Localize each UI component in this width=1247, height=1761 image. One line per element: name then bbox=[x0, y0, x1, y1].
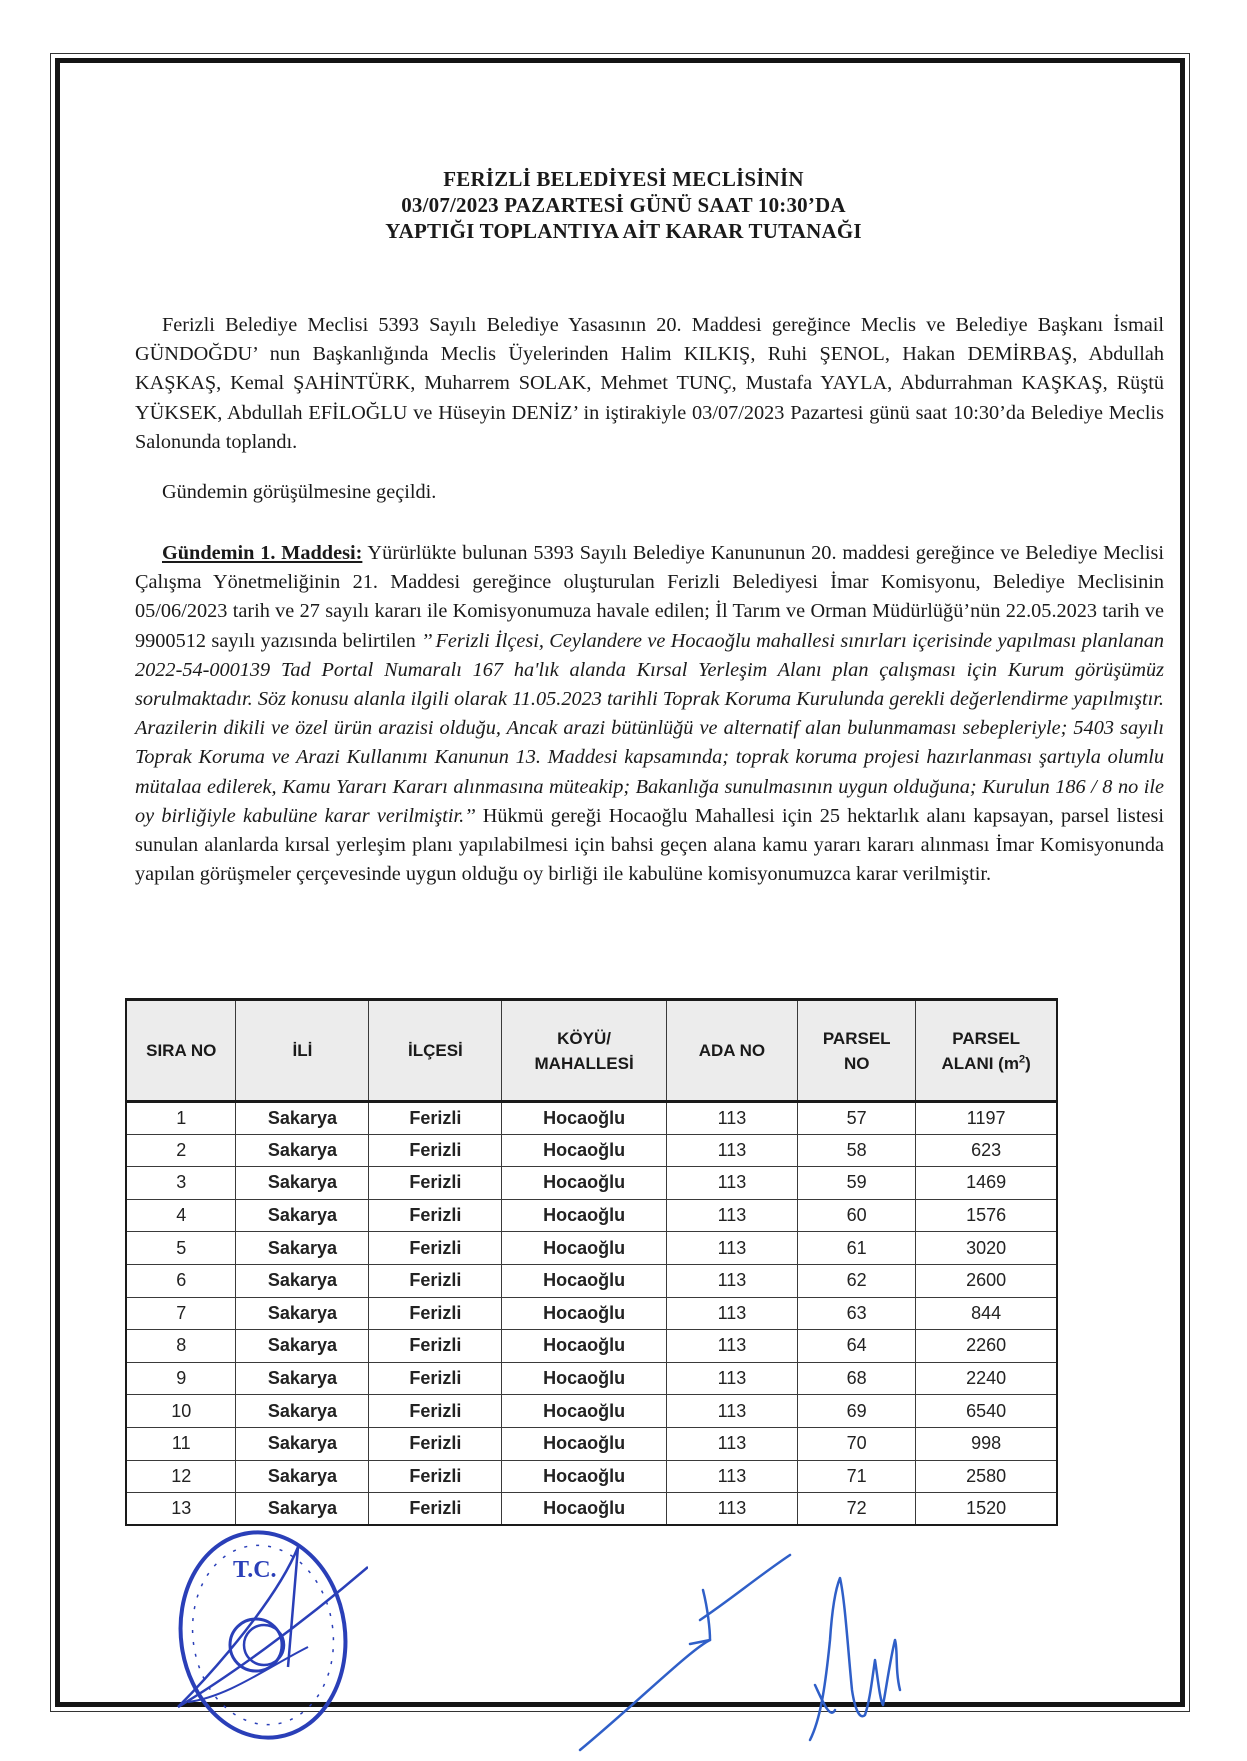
cell-ada-no: 113 bbox=[666, 1297, 797, 1330]
cell-ada-no: 113 bbox=[666, 1362, 797, 1395]
table-row bbox=[126, 1460, 1057, 1493]
cell-mahalle: Hocaoğlu bbox=[502, 1134, 666, 1167]
cell-parsel-alani: 1520 bbox=[916, 1493, 1057, 1526]
cell-il: Sakarya bbox=[236, 1330, 369, 1363]
table-body bbox=[126, 1102, 1057, 1526]
agenda-item-1-text-after: Hükmü gereği Hocaoğlu Mahallesi için 25 hektarlık alanı kapsayan, parsel listesi sunulan alanlarda kırsal yerleşim planı yapılabilmesi için bahsi geçen alana kamu yararı kararı alınması İmar Komisyonunda yapılan görüşmeler çerçevesinde uygun olduğu oy birliği ile kabulüne komisyonumuzca karar verilmiştir. bbox=[135, 804, 1164, 886]
cell-parsel-alani: 844 bbox=[916, 1297, 1057, 1330]
cell-parsel-alani: 2580 bbox=[916, 1460, 1057, 1493]
cell-mahalle: Hocaoğlu bbox=[502, 1264, 666, 1297]
agenda-item-1-text-before: Yürürlükte bulunan 5393 Sayılı Belediye Kanununun 20. maddesi gereğince ve Belediye Meclisi Çalışma Yönetmeliğinin 21. Maddesi gereğince oluşturulan Ferizli Belediyesi İmar Komisyonu, Belediye Meclisinin 05/06/2023 tarih ve 27 sayılı kararı ile Komisyonumuza havale edilen; İl Tarım ve Orman Müdürlüğü’nün 22.05.2023 tarih ve 9900512 sayılı yazısında belirtilen bbox=[135, 542, 1165, 652]
cell-parsel-no: 72 bbox=[798, 1493, 916, 1526]
cell-parsel-no: 70 bbox=[798, 1427, 916, 1460]
header-sira-no: SIRA NO bbox=[126, 1000, 236, 1102]
cell-mahalle: Hocaoğlu bbox=[502, 1362, 666, 1395]
cell-il: Sakarya bbox=[236, 1134, 369, 1167]
cell-sira-no: 2 bbox=[126, 1134, 236, 1167]
header-ilcesi: İLÇESİ bbox=[369, 1000, 502, 1102]
cell-ada-no: 113 bbox=[666, 1199, 797, 1232]
table-row bbox=[126, 1395, 1057, 1428]
cell-ada-no: 113 bbox=[666, 1460, 797, 1493]
cell-parsel-alani: 1576 bbox=[916, 1199, 1057, 1232]
parcel-table bbox=[125, 998, 1058, 1526]
cell-ada-no: 113 bbox=[666, 1264, 797, 1297]
cell-mahalle: Hocaoğlu bbox=[502, 1427, 666, 1460]
cell-sira-no: 5 bbox=[126, 1232, 236, 1265]
cell-parsel-no: 68 bbox=[798, 1362, 916, 1395]
header-parsel-no bbox=[798, 1000, 916, 1102]
cell-sira-no: 1 bbox=[126, 1102, 236, 1135]
cell-parsel-no: 61 bbox=[798, 1232, 916, 1265]
agenda-text: Gündemin görüşülmesine geçildi. bbox=[162, 481, 437, 503]
heading-line-2: 03/07/2023 PAZARTESİ GÜNÜ SAAT 10:30’DA bbox=[401, 193, 846, 217]
agenda-item-1-label: Gündemin 1. Maddesi: bbox=[162, 542, 363, 564]
cell-sira-no: 9 bbox=[126, 1362, 236, 1395]
cell-parsel-no: 64 bbox=[798, 1330, 916, 1363]
cell-mahalle: Hocaoğlu bbox=[502, 1395, 666, 1428]
table-header bbox=[126, 1000, 1057, 1102]
cell-parsel-no: 59 bbox=[798, 1167, 916, 1200]
table-row bbox=[126, 1493, 1057, 1526]
cell-ilce: Ferizli bbox=[369, 1395, 502, 1428]
cell-sira-no: 13 bbox=[126, 1493, 236, 1526]
cell-ilce: Ferizli bbox=[369, 1134, 502, 1167]
intro-text: Ferizli Belediye Meclisi 5393 Sayılı Belediye Yasasının 20. Maddesi gereğince Meclis ve Belediye Başkanı İsmail GÜNDOĞDU’ nun Başkanlığında Meclis Üyelerinden Halim KILKIŞ, Ruhi ŞENOL, Hakan DEMİRBAŞ, Abdullah KAŞKAŞ, Kemal ŞAHİNTÜRK, Muharrem SOLAK, Mehmet TUNÇ, Mustafa YAYLA, Abdurrahman KAŞKAŞ, Rüştü YÜKSEK, Abdullah EFİLOĞLU ve Hüseyin DENİZ’ in iştirakiyle 03/07/2023 Pazartesi günü saat 10:30’da Belediye Meclis Salonunda toplandı. bbox=[135, 314, 1164, 453]
cell-mahalle: Hocaoğlu bbox=[502, 1199, 666, 1232]
agenda-paragraph bbox=[135, 478, 1164, 507]
document-heading bbox=[0, 166, 1247, 244]
cell-parsel-no: 57 bbox=[798, 1102, 916, 1135]
table-row bbox=[126, 1232, 1057, 1265]
official-stamp-icon bbox=[168, 1527, 368, 1757]
cell-parsel-no: 60 bbox=[798, 1199, 916, 1232]
agenda-item-1-quoted-text: ’’ Ferizli İlçesi, Ceylandere ve Hocaoğlu mahallesi sınırları içerisinde yapılması planlanan 2022-54-000139 Tad Portal Numaralı 167 ha'lık alanda Kırsal Yerleşim Alanı plan çalışması için Kurum görüşümüz sorulmaktadır. Söz konusu alanla ilgili olarak 11.05.2023 tarihli Toprak Koruma Kurulunda gerekli değerlendirme yapılmıştır. Arazilerin dikili ve özel ürün arazisi olduğu, Ancak arazi bütünlüğü ve alternatif alan bulunmaması sebepleriyle; 5403 sayılı Toprak Koruma ve Arazi Kullanımı Kanunun 13. Maddesi kapsamında; toprak koruma projesi hazırlanması şartıyla olumlu mütalaa edilerek, Kamu Yararı Kararı alınmasına müteakip; Bakanlığa sunulmasının uygun olduğuna; Kurulun 186 / 8 no ile oy birliğiyle kabulüne karar verilmiştir.’’ bbox=[135, 629, 1164, 827]
cell-mahalle: Hocaoğlu bbox=[502, 1297, 666, 1330]
heading-line-3: YAPTIĞI TOPLANTIYA AİT KARAR TUTANAĞI bbox=[385, 219, 862, 243]
table-row bbox=[126, 1134, 1057, 1167]
cell-il: Sakarya bbox=[236, 1199, 369, 1232]
cell-ada-no: 113 bbox=[666, 1427, 797, 1460]
cell-ilce: Ferizli bbox=[369, 1493, 502, 1526]
header-parsel-no-line2: NO bbox=[843, 1053, 870, 1073]
cell-ilce: Ferizli bbox=[369, 1167, 502, 1200]
cell-parsel-alani: 623 bbox=[916, 1134, 1057, 1167]
cell-ilce: Ferizli bbox=[369, 1102, 502, 1135]
signature-icon bbox=[560, 1540, 920, 1760]
cell-mahalle: Hocaoğlu bbox=[502, 1232, 666, 1265]
header-koyu-line1: KÖYÜ/ bbox=[557, 1028, 611, 1048]
header-koyu-mahallesi bbox=[502, 1000, 666, 1102]
cell-ada-no: 113 bbox=[666, 1395, 797, 1428]
cell-ilce: Ferizli bbox=[369, 1460, 502, 1493]
cell-sira-no: 3 bbox=[126, 1167, 236, 1200]
cell-parsel-no: 62 bbox=[798, 1264, 916, 1297]
cell-il: Sakarya bbox=[236, 1102, 369, 1135]
cell-parsel-no: 71 bbox=[798, 1460, 916, 1493]
table-row bbox=[126, 1199, 1057, 1232]
cell-il: Sakarya bbox=[236, 1167, 369, 1200]
cell-il: Sakarya bbox=[236, 1493, 369, 1526]
cell-parsel-alani: 1469 bbox=[916, 1167, 1057, 1200]
cell-parsel-alani: 6540 bbox=[916, 1395, 1057, 1428]
cell-parsel-alani: 2260 bbox=[916, 1330, 1057, 1363]
header-parsel-alani-line1: PARSEL bbox=[952, 1028, 1020, 1048]
header-koyu-line2: MAHALLESİ bbox=[534, 1053, 634, 1073]
cell-il: Sakarya bbox=[236, 1362, 369, 1395]
cell-ilce: Ferizli bbox=[369, 1330, 502, 1363]
header-ili: İLİ bbox=[236, 1000, 369, 1102]
cell-il: Sakarya bbox=[236, 1264, 369, 1297]
cell-ada-no: 113 bbox=[666, 1493, 797, 1526]
cell-ilce: Ferizli bbox=[369, 1264, 502, 1297]
cell-ilce: Ferizli bbox=[369, 1362, 502, 1395]
cell-ada-no: 113 bbox=[666, 1102, 797, 1135]
cell-parsel-alani: 2600 bbox=[916, 1264, 1057, 1297]
cell-sira-no: 8 bbox=[126, 1330, 236, 1363]
cell-il: Sakarya bbox=[236, 1460, 369, 1493]
cell-sira-no: 10 bbox=[126, 1395, 236, 1428]
cell-parsel-alani: 3020 bbox=[916, 1232, 1057, 1265]
cell-ada-no: 113 bbox=[666, 1167, 797, 1200]
cell-parsel-alani: 998 bbox=[916, 1427, 1057, 1460]
stamp-tc-text: T.C. bbox=[233, 1557, 277, 1583]
cell-sira-no: 7 bbox=[126, 1297, 236, 1330]
cell-sira-no: 4 bbox=[126, 1199, 236, 1232]
header-parsel-alani-sup: 2 bbox=[1018, 1052, 1026, 1065]
heading-line-1: FERİZLİ BELEDİYESİ MECLİSİNİN bbox=[443, 167, 804, 191]
header-parsel-no-line1: PARSEL bbox=[822, 1028, 891, 1048]
cell-mahalle: Hocaoğlu bbox=[502, 1330, 666, 1363]
cell-parsel-alani: 1197 bbox=[916, 1102, 1057, 1135]
header-parsel-alani bbox=[916, 1000, 1057, 1102]
cell-il: Sakarya bbox=[236, 1232, 369, 1265]
table-row bbox=[126, 1427, 1057, 1460]
cell-parsel-no: 63 bbox=[798, 1297, 916, 1330]
table-row bbox=[126, 1167, 1057, 1200]
cell-mahalle: Hocaoğlu bbox=[502, 1493, 666, 1526]
cell-ilce: Ferizli bbox=[369, 1427, 502, 1460]
header-parsel-alani-close: ) bbox=[1025, 1053, 1031, 1073]
intro-paragraph bbox=[135, 311, 1164, 457]
cell-ada-no: 113 bbox=[666, 1330, 797, 1363]
cell-parsel-alani: 2240 bbox=[916, 1362, 1057, 1395]
header-parsel-alani-line2 bbox=[916, 1051, 1056, 1076]
table-row bbox=[126, 1102, 1057, 1135]
cell-ada-no: 113 bbox=[666, 1232, 797, 1265]
cell-sira-no: 12 bbox=[126, 1460, 236, 1493]
cell-ilce: Ferizli bbox=[369, 1297, 502, 1330]
table-row bbox=[126, 1264, 1057, 1297]
table-header-row bbox=[126, 1000, 1057, 1102]
cell-sira-no: 6 bbox=[126, 1264, 236, 1297]
cell-il: Sakarya bbox=[236, 1395, 369, 1428]
cell-mahalle: Hocaoğlu bbox=[502, 1460, 666, 1493]
table-row bbox=[126, 1330, 1057, 1363]
cell-mahalle: Hocaoğlu bbox=[502, 1167, 666, 1200]
table-row bbox=[126, 1297, 1057, 1330]
cell-sira-no: 11 bbox=[126, 1427, 236, 1460]
cell-il: Sakarya bbox=[236, 1427, 369, 1460]
cell-mahalle: Hocaoğlu bbox=[502, 1102, 666, 1135]
agenda-item-1-paragraph bbox=[135, 539, 1164, 889]
header-parsel-alani-unit: ALANI (m bbox=[941, 1053, 1019, 1073]
cell-il: Sakarya bbox=[236, 1297, 369, 1330]
cell-parsel-no: 69 bbox=[798, 1395, 916, 1428]
table-row bbox=[126, 1362, 1057, 1395]
header-ada-no: ADA NO bbox=[666, 1000, 797, 1102]
cell-ilce: Ferizli bbox=[369, 1199, 502, 1232]
cell-ada-no: 113 bbox=[666, 1134, 797, 1167]
cell-parsel-no: 58 bbox=[798, 1134, 916, 1167]
cell-ilce: Ferizli bbox=[369, 1232, 502, 1265]
